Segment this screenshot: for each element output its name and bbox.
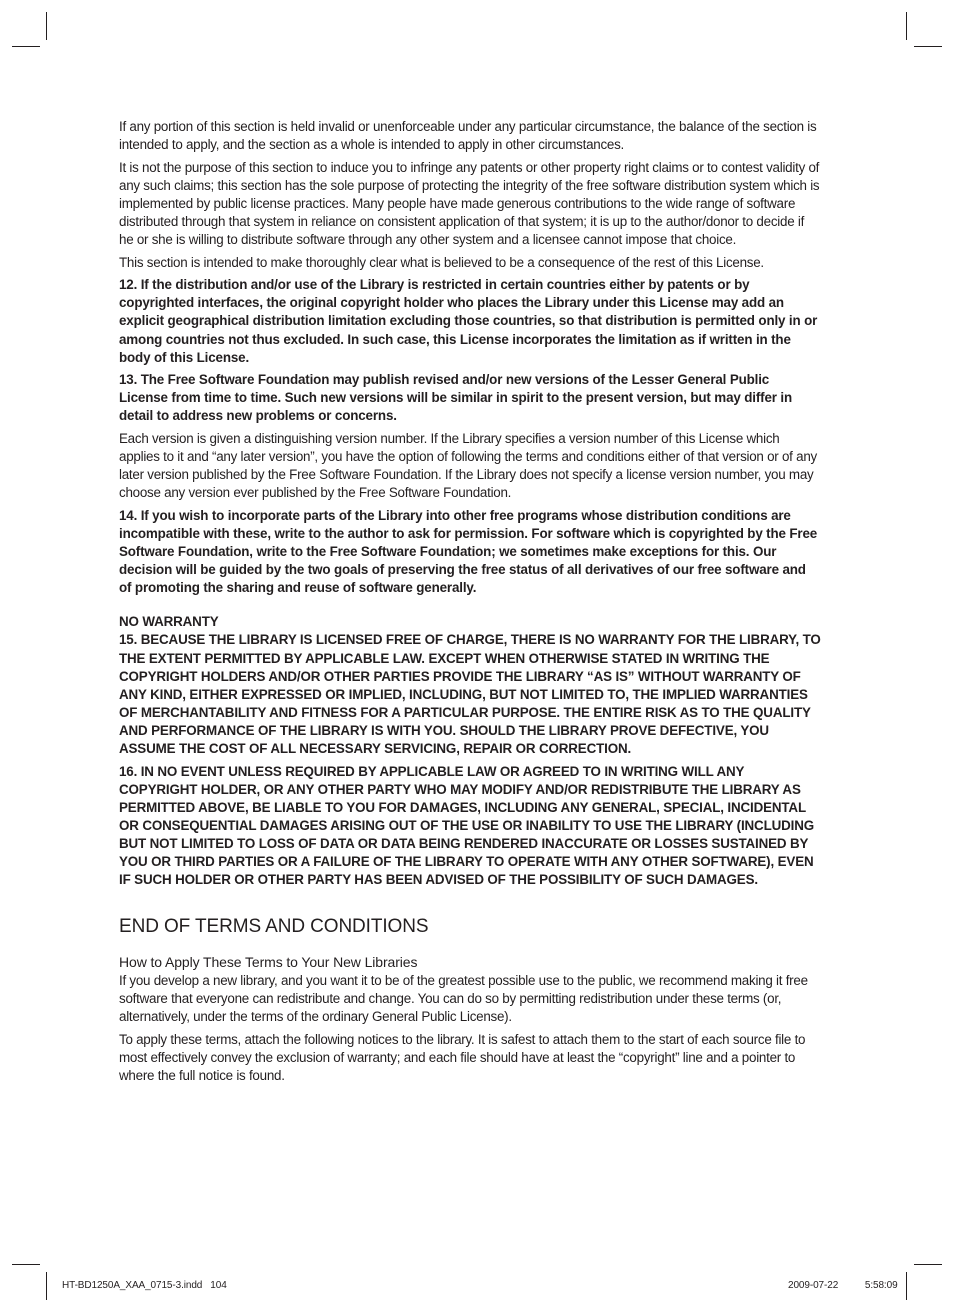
slug-datetime: 2009-07-22 5:58:09 bbox=[788, 1280, 898, 1291]
clause-12: 12. If the distribution and/or use of the Library is restricted in certain countries either by patents or by copyrighted interfaces, the original copyright holder who places the Library under this License may add an explicit geographical distribution limitation excluding those countries, so that distribution is permitted only in or among countries not thus excluded. In such case, this License incorporates the limitation as if written in the body of this License. bbox=[119, 277, 818, 365]
crop-mark bbox=[12, 1264, 40, 1265]
crop-mark bbox=[914, 46, 942, 47]
page-content bbox=[119, 118, 821, 1090]
paragraph-version: Each version is given a distinguishing version number. If the Library specifies a version number of this License which applies to it and “any later version”, you have the option of following the terms and conditions either of that version or of any later version published by the Free Software Foundation. If the Library does not specify a license version number, you may choose any version ever published by the Free Software Foundation. bbox=[119, 431, 817, 501]
clause-14: 14. If you wish to incorporate parts of the Library into other free programs whose distribution conditions are incompatible with these, write to the author to ask for permission. For software which is copyrighted by the Free Software Foundation, write to the Free Software Foundation; we sometimes make exceptions for this. Our decision will be guided by the two goals of preserving the free status of all derivatives of our free software and of promoting the sharing and reuse of software generally. bbox=[119, 507, 818, 596]
clause-13: 13. The Free Software Foundation may publish revised and/or new versions of the Lesser General Public License from time to time. Such new versions will be similar in spirit to the present version, but may differ in detail to address new problems or concerns. bbox=[119, 372, 792, 424]
paragraph-purpose: It is not the purpose of this section to induce you to infringe any patents or other property right claims or to contest validity of any such claims; this section has the sole purpose of protecting the integrity of the free software distribution system which is implemented by public license practices. Many people have made generous contributions to the wide range of software distributed through that system in reliance on consistent application of that system; it is up to the author/donor to decide if he or she is willing to distribute software through any other system and a licensee cannot impose that choice. bbox=[119, 159, 820, 248]
clause-15: 15. BECAUSE THE LIBRARY IS LICENSED FREE OF CHARGE, THERE IS NO WARRANTY FOR THE LIBRARY, TO THE EXTENT PERMITTED BY APPLICABLE LAW. EXCEPT WHEN OTHERWISE STATED IN WRITING THE COPYRIGHT HOLDERS AND/OR OTHER PARTIES PROVIDE THE LIBRARY “AS IS” WITHOUT WARRANTY OF ANY KIND, EITHER EXPRESSED OR IMPLIED, INCLUDING, BUT NOT LIMITED TO, THE IMPLIED WARRANTIES OF MERCHANTABILITY AND FITNESS FOR A PARTICULAR PURPOSE. THE ENTIRE RISK AS TO THE QUALITY AND PERFORMANCE OF THE LIBRARY IS WITH YOU. SHOULD THE LIBRARY PROVE DEFECTIVE, YOU ASSUME THE COST OF ALL NECESSARY SERVICING, REPAIR OR CORRECTION. bbox=[119, 632, 821, 756]
crop-mark bbox=[914, 1264, 942, 1265]
slug-filename: HT-BD1250A_XAA_0715-3.indd 104 bbox=[62, 1280, 227, 1291]
end-of-terms-heading: END OF TERMS AND CONDITIONS bbox=[119, 916, 429, 938]
clause-16: 16. IN NO EVENT UNLESS REQUIRED BY APPLICABLE LAW OR AGREED TO IN WRITING WILL ANY COPYRIGHT HOLDER, OR ANY OTHER PARTY WHO MAY MODIFY AND/OR REDISTRIBUTE THE LIBRARY AS PERMITTED ABOVE, BE LIABLE TO YOU FOR DAMAGES, INCLUDING ANY GENERAL, SPECIAL, INCIDENTAL OR CONSEQUENTIAL DAMAGES ARISING OUT OF THE USE OR INABILITY TO USE THE LIBRARY (INCLUDING BUT NOT LIMITED TO LOSS OF DATA OR DATA BEING RENDERED INACCURATE OR LOSSES SUSTAINED BY YOU OR THIRD PARTIES OR A FAILURE OF THE LIBRARY TO OPERATE WITH ANY OTHER SOFTWARE), EVEN IF SUCH HOLDER OR OTHER PARTY HAS BEEN ADVISED OF THE POSSIBILITY OF SUCH DAMAGES. bbox=[119, 763, 814, 888]
no-warranty-heading: NO WARRANTY bbox=[119, 614, 219, 630]
paragraph-section-invalid: If any portion of this section is held invalid or unenforceable under any particular circumstance, the balance of the section is intended to apply, and the section as a whole is intended to apply in other circumstances. bbox=[119, 119, 817, 153]
how-to-apply-heading: How to Apply These Terms to Your New Libraries bbox=[119, 954, 418, 971]
paragraph-apply: To apply these terms, attach the following notices to the library. It is safest to attach them to the start of each source file to most effectively convey the exclusion of warranty; and each file should have at least the “copyright” line and a pointer to where the full notice is found. bbox=[119, 1032, 806, 1084]
crop-mark bbox=[46, 1272, 47, 1300]
crop-mark bbox=[12, 46, 40, 47]
crop-mark bbox=[46, 12, 47, 40]
crop-mark bbox=[906, 1272, 907, 1300]
crop-mark bbox=[906, 12, 907, 40]
paragraph-develop: If you develop a new library, and you want it to be of the greatest possible use to the public, we recommend making it free software that everyone can redistribute and change. You can do so by permitting redistribution under these terms (or, alternatively, under the terms of the ordinary General Public License). bbox=[119, 973, 808, 1025]
paragraph-intended: This section is intended to make thoroughly clear what is believed to be a consequence of the rest of this License. bbox=[119, 254, 764, 270]
